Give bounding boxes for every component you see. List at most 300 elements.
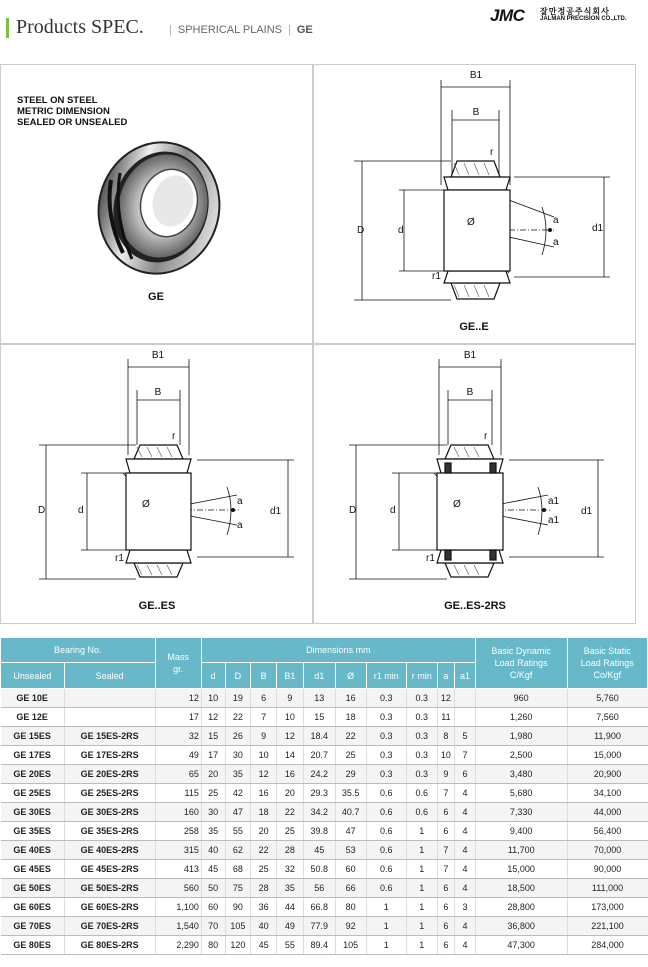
cell-d: 19 xyxy=(225,689,251,708)
cell-d: 60 xyxy=(201,898,225,917)
cell-r: 0.3 xyxy=(406,746,437,765)
cell-b1: 12 xyxy=(277,727,304,746)
cell-mass: 413 xyxy=(155,860,201,879)
spec-table xyxy=(0,637,648,955)
header-b: B xyxy=(251,663,277,689)
cell-unsealed: GE 50ES xyxy=(1,879,65,898)
cell-d1: 18.4 xyxy=(303,727,335,746)
cell-unsealed: GE 17ES xyxy=(1,746,65,765)
header-dynamic-3: C/Kgf xyxy=(509,670,533,680)
cell-sealed: GE 60ES-2RS xyxy=(64,898,155,917)
ge-es-caption: GE..ES xyxy=(138,600,176,612)
cell-unsealed: GE 20ES xyxy=(1,765,65,784)
cell-b: 9 xyxy=(251,727,277,746)
page-header xyxy=(0,0,648,60)
cell-b1: 35 xyxy=(277,879,304,898)
cell-a1: 4 xyxy=(455,879,476,898)
header-d1: d1 xyxy=(303,663,335,689)
cell-sealed: GE 25ES-2RS xyxy=(64,784,155,803)
cell-unsealed: GE 70ES xyxy=(1,917,65,936)
logo-english: JALMAN PRECISION CO.,LTD. xyxy=(540,16,627,22)
cell-r: 1 xyxy=(406,879,437,898)
cell-stat: 11,900 xyxy=(567,727,648,746)
cell-phi: 92 xyxy=(335,917,366,936)
spec-line-1: STEEL ON STEEL xyxy=(17,95,98,106)
cell-a: 12 xyxy=(437,689,455,708)
cell-d: 47 xyxy=(225,803,251,822)
cell-d: 20 xyxy=(201,765,225,784)
cell-a: 7 xyxy=(437,784,455,803)
cell-dyn: 36,800 xyxy=(475,917,567,936)
cell-d1: 20.7 xyxy=(303,746,335,765)
cell-r: 0.6 xyxy=(406,784,437,803)
cell-a1: 4 xyxy=(455,803,476,822)
cell-d1: 89.4 xyxy=(303,936,335,955)
cell-unsealed: GE 35ES xyxy=(1,822,65,841)
label-a-bottom: a xyxy=(237,520,243,531)
cell-r: 0.3 xyxy=(406,727,437,746)
cell-d: 55 xyxy=(225,822,251,841)
cell-d: 50 xyxy=(201,879,225,898)
table-row xyxy=(1,879,648,898)
label-phi: Ø xyxy=(467,217,475,228)
cell-b: 18 xyxy=(251,803,277,822)
cell-sealed: GE 15ES-2RS xyxy=(64,727,155,746)
cell-b: 20 xyxy=(251,822,277,841)
cell-r1: 1 xyxy=(366,936,406,955)
cell-b: 7 xyxy=(251,708,277,727)
label-phi: Ø xyxy=(453,499,461,510)
label-a-top: a xyxy=(237,496,243,507)
cell-dyn: 1,980 xyxy=(475,727,567,746)
header-mass-label: Mass xyxy=(167,652,189,662)
logo-korean: 잘만정공주식회사 xyxy=(540,7,610,16)
cell-r: 0.3 xyxy=(406,765,437,784)
cell-dyn: 15,000 xyxy=(475,860,567,879)
cell-d: 10 xyxy=(201,689,225,708)
cell-r1: 0.6 xyxy=(366,803,406,822)
cell-r: 1 xyxy=(406,860,437,879)
cell-d1: 34.2 xyxy=(303,803,335,822)
table-row xyxy=(1,917,648,936)
cell-unsealed: GE 60ES xyxy=(1,898,65,917)
cell-dyn: 9,400 xyxy=(475,822,567,841)
cell-b: 36 xyxy=(251,898,277,917)
breadcrumb: | SPHERICAL PLAINS | GE xyxy=(169,24,313,36)
cell-b1: 55 xyxy=(277,936,304,955)
cell-mass: 115 xyxy=(155,784,201,803)
label-r1: r1 xyxy=(426,553,435,564)
header-sealed: Sealed xyxy=(64,663,155,689)
cell-a1: 4 xyxy=(455,784,476,803)
cell-d1: 66.8 xyxy=(303,898,335,917)
cell-d: 25 xyxy=(201,784,225,803)
label-a1-top: a1 xyxy=(548,496,560,507)
cell-a: 9 xyxy=(437,765,455,784)
cell-unsealed: GE 30ES xyxy=(1,803,65,822)
cell-d: 45 xyxy=(201,860,225,879)
accent-bar xyxy=(6,18,9,38)
spec-line-2: METRIC DIMENSION xyxy=(17,106,110,117)
cell-d: 15 xyxy=(201,727,225,746)
cell-phi: 80 xyxy=(335,898,366,917)
cell-b: 6 xyxy=(251,689,277,708)
page-title: Products SPEC. xyxy=(16,16,144,38)
label-r1: r1 xyxy=(432,271,441,282)
cell-sealed: GE 17ES-2RS xyxy=(64,746,155,765)
cell-stat: 90,000 xyxy=(567,860,648,879)
header-static xyxy=(567,638,648,689)
cell-b: 10 xyxy=(251,746,277,765)
header-mass-unit: gr. xyxy=(173,664,184,674)
cell-mass: 160 xyxy=(155,803,201,822)
header-bearing-no: Bearing No. xyxy=(1,638,156,663)
cell-a: 6 xyxy=(437,803,455,822)
cell-sealed: GE 20ES-2RS xyxy=(64,765,155,784)
cell-a1: 7 xyxy=(455,746,476,765)
cell-mass: 1,540 xyxy=(155,917,201,936)
cell-r: 0.6 xyxy=(406,803,437,822)
table-row xyxy=(1,936,648,955)
table-row xyxy=(1,765,648,784)
table-row xyxy=(1,708,648,727)
cell-b1: 22 xyxy=(277,803,304,822)
cell-r: 1 xyxy=(406,898,437,917)
cell-sealed: GE 30ES-2RS xyxy=(64,803,155,822)
cell-sealed xyxy=(64,689,155,708)
cell-unsealed: GE 10E xyxy=(1,689,65,708)
cell-sealed: GE 35ES-2RS xyxy=(64,822,155,841)
cell-unsealed: GE 40ES xyxy=(1,841,65,860)
cell-a1: 4 xyxy=(455,917,476,936)
cell-r1: 0.6 xyxy=(366,784,406,803)
cell-phi: 40.7 xyxy=(335,803,366,822)
cell-mass: 65 xyxy=(155,765,201,784)
cell-sealed: GE 50ES-2RS xyxy=(64,879,155,898)
header-dynamic-1: Basic Dynamic xyxy=(491,646,551,656)
cell-a: 7 xyxy=(437,841,455,860)
cell-sealed: GE 45ES-2RS xyxy=(64,860,155,879)
cell-unsealed: GE 45ES xyxy=(1,860,65,879)
label-a-bottom: a xyxy=(553,237,559,248)
cell-d: 62 xyxy=(225,841,251,860)
table-row xyxy=(1,727,648,746)
cell-d: 75 xyxy=(225,879,251,898)
cell-stat: 7,560 xyxy=(567,708,648,727)
cell-r1: 1 xyxy=(366,917,406,936)
cell-phi: 105 xyxy=(335,936,366,955)
cell-stat: 70,000 xyxy=(567,841,648,860)
cell-unsealed: GE 80ES xyxy=(1,936,65,955)
ge-es-2rs-drawing xyxy=(314,345,637,625)
cell-phi: 22 xyxy=(335,727,366,746)
label-phi: Ø xyxy=(142,499,150,510)
cell-dyn: 7,330 xyxy=(475,803,567,822)
cell-b1: 44 xyxy=(277,898,304,917)
cell-mass: 315 xyxy=(155,841,201,860)
cell-a1: 4 xyxy=(455,936,476,955)
cell-dyn: 47,300 xyxy=(475,936,567,955)
cell-a: 10 xyxy=(437,746,455,765)
cell-a1: 4 xyxy=(455,860,476,879)
table-row xyxy=(1,822,648,841)
cell-unsealed: GE 15ES xyxy=(1,727,65,746)
cell-d: 35 xyxy=(225,765,251,784)
header-a: a xyxy=(437,663,455,689)
label-d1: d1 xyxy=(592,223,604,234)
cell-b: 40 xyxy=(251,917,277,936)
cell-b: 45 xyxy=(251,936,277,955)
cell-phi: 60 xyxy=(335,860,366,879)
cell-dyn: 1,260 xyxy=(475,708,567,727)
cell-stat: 284,000 xyxy=(567,936,648,955)
breadcrumb-category: SPHERICAL PLAINS xyxy=(177,24,282,36)
header-a1: a1 xyxy=(455,663,476,689)
cell-d: 40 xyxy=(201,841,225,860)
bearing-photo xyxy=(1,65,314,345)
label-d1: d1 xyxy=(270,506,282,517)
header-dimensions: Dimensions mm xyxy=(201,638,475,663)
cell-d: 105 xyxy=(225,917,251,936)
cell-mass: 32 xyxy=(155,727,201,746)
cell-r1: 0.6 xyxy=(366,879,406,898)
ge-e-drawing xyxy=(314,65,637,345)
cell-d1: 77.9 xyxy=(303,917,335,936)
header-r1-min: r1 min xyxy=(366,663,406,689)
cell-unsealed: GE 25ES xyxy=(1,784,65,803)
table-row xyxy=(1,689,648,708)
cell-r1: 0.6 xyxy=(366,822,406,841)
cell-dyn: 11,700 xyxy=(475,841,567,860)
cell-dyn: 3,480 xyxy=(475,765,567,784)
cell-d1: 13 xyxy=(303,689,335,708)
ge-es-drawing xyxy=(1,345,314,625)
cell-r1: 0.3 xyxy=(366,727,406,746)
cell-dyn: 18,500 xyxy=(475,879,567,898)
panel-ge-es xyxy=(0,344,313,624)
label-r1: r1 xyxy=(115,553,124,564)
cell-r: 1 xyxy=(406,822,437,841)
label-b1: B1 xyxy=(463,350,477,361)
cell-mass: 258 xyxy=(155,822,201,841)
cell-stat: 44,000 xyxy=(567,803,648,822)
cell-b1: 10 xyxy=(277,708,304,727)
cell-stat: 15,000 xyxy=(567,746,648,765)
cell-b: 25 xyxy=(251,860,277,879)
panel-ge-e xyxy=(313,64,636,344)
table-row xyxy=(1,803,648,822)
cell-d: 17 xyxy=(201,746,225,765)
label-outer-d: D xyxy=(38,505,46,516)
cell-r1: 0.6 xyxy=(366,841,406,860)
cell-r1: 0.3 xyxy=(366,765,406,784)
cell-d: 30 xyxy=(201,803,225,822)
cell-b1: 32 xyxy=(277,860,304,879)
cell-r1: 0.3 xyxy=(366,708,406,727)
cell-dyn: 5,680 xyxy=(475,784,567,803)
cell-r: 1 xyxy=(406,936,437,955)
label-b1: B1 xyxy=(151,350,165,361)
cell-a: 6 xyxy=(437,879,455,898)
cell-r: 1 xyxy=(406,917,437,936)
cell-a1: 4 xyxy=(455,822,476,841)
ge-es-2rs-caption: GE..ES-2RS xyxy=(444,600,506,612)
cell-b: 28 xyxy=(251,879,277,898)
cell-phi: 35.5 xyxy=(335,784,366,803)
ge-e-caption: GE..E xyxy=(459,321,489,333)
cell-b1: 20 xyxy=(277,784,304,803)
cell-a: 8 xyxy=(437,727,455,746)
cell-a1: 4 xyxy=(455,841,476,860)
cell-phi: 47 xyxy=(335,822,366,841)
cell-mass: 560 xyxy=(155,879,201,898)
cell-d: 68 xyxy=(225,860,251,879)
cell-d1: 50.8 xyxy=(303,860,335,879)
photo-caption: GE xyxy=(148,291,164,303)
header-static-2: Load Ratings xyxy=(580,658,634,668)
panel-photo xyxy=(0,64,313,344)
label-b: B xyxy=(466,387,474,398)
table-row xyxy=(1,746,648,765)
cell-d: 26 xyxy=(225,727,251,746)
cell-phi: 29 xyxy=(335,765,366,784)
cell-phi: 16 xyxy=(335,689,366,708)
spec-table-body xyxy=(1,689,648,955)
table-row xyxy=(1,898,648,917)
cell-b1: 25 xyxy=(277,822,304,841)
label-r: r xyxy=(172,431,176,442)
cell-b1: 49 xyxy=(277,917,304,936)
cell-dyn: 28,800 xyxy=(475,898,567,917)
label-d1: d1 xyxy=(581,506,593,517)
cell-mass: 1,100 xyxy=(155,898,201,917)
cell-a1: 5 xyxy=(455,727,476,746)
cell-phi: 25 xyxy=(335,746,366,765)
breadcrumb-series: GE xyxy=(296,24,313,36)
cell-r: 1 xyxy=(406,841,437,860)
header-mass xyxy=(155,638,201,689)
cell-phi: 53 xyxy=(335,841,366,860)
cell-d1: 39.8 xyxy=(303,822,335,841)
table-row xyxy=(1,841,648,860)
cell-a1 xyxy=(455,689,476,708)
cell-mass: 49 xyxy=(155,746,201,765)
cell-mass: 2,290 xyxy=(155,936,201,955)
cell-d: 120 xyxy=(225,936,251,955)
cell-b1: 28 xyxy=(277,841,304,860)
label-a1-bottom: a1 xyxy=(548,515,560,526)
spec-line-3: SEALED OR UNSEALED xyxy=(17,117,128,128)
cell-d1: 29.3 xyxy=(303,784,335,803)
cell-d: 22 xyxy=(225,708,251,727)
cell-d: 12 xyxy=(201,708,225,727)
header-dynamic xyxy=(475,638,567,689)
header-phi: Ø xyxy=(335,663,366,689)
label-b1: B1 xyxy=(469,70,483,81)
cell-a: 6 xyxy=(437,917,455,936)
cell-stat: 111,000 xyxy=(567,879,648,898)
cell-b1: 14 xyxy=(277,746,304,765)
cell-a: 7 xyxy=(437,860,455,879)
header-unsealed: Unsealed xyxy=(1,663,65,689)
cell-d1: 45 xyxy=(303,841,335,860)
cell-d1: 56 xyxy=(303,879,335,898)
cell-stat: 173,000 xyxy=(567,898,648,917)
cell-dyn: 2,500 xyxy=(475,746,567,765)
logo-jmc: JMC xyxy=(490,6,525,25)
header-static-3: Co/Kgf xyxy=(593,670,621,680)
label-inner-d: d xyxy=(78,505,84,516)
cell-b1: 16 xyxy=(277,765,304,784)
cell-b: 16 xyxy=(251,784,277,803)
cell-r1: 0.6 xyxy=(366,860,406,879)
cell-stat: 20,900 xyxy=(567,765,648,784)
cell-d: 42 xyxy=(225,784,251,803)
cell-a1 xyxy=(455,708,476,727)
cell-a: 6 xyxy=(437,898,455,917)
cell-r1: 1 xyxy=(366,898,406,917)
cell-sealed xyxy=(64,708,155,727)
cell-r1: 0.3 xyxy=(366,689,406,708)
header-outer-d: D xyxy=(225,663,251,689)
cell-b: 22 xyxy=(251,841,277,860)
label-r: r xyxy=(484,431,488,442)
cell-mass: 17 xyxy=(155,708,201,727)
cell-a1: 6 xyxy=(455,765,476,784)
cell-d1: 24.2 xyxy=(303,765,335,784)
cell-stat: 34,100 xyxy=(567,784,648,803)
cell-a: 11 xyxy=(437,708,455,727)
cell-d: 90 xyxy=(225,898,251,917)
cell-dyn: 960 xyxy=(475,689,567,708)
cell-sealed: GE 80ES-2RS xyxy=(64,936,155,955)
cell-phi: 66 xyxy=(335,879,366,898)
header-d: d xyxy=(201,663,225,689)
cell-b: 12 xyxy=(251,765,277,784)
label-inner-d: d xyxy=(398,225,404,236)
cell-a1: 3 xyxy=(455,898,476,917)
label-b: B xyxy=(154,387,162,398)
label-r: r xyxy=(490,147,494,158)
cell-a: 6 xyxy=(437,822,455,841)
header-static-1: Basic Static xyxy=(583,646,631,656)
cell-b1: 9 xyxy=(277,689,304,708)
label-a-top: a xyxy=(553,215,559,226)
cell-mass: 12 xyxy=(155,689,201,708)
header-r-min: r min xyxy=(406,663,437,689)
label-outer-d: D xyxy=(349,505,357,516)
header-b1: B1 xyxy=(277,663,304,689)
label-inner-d: d xyxy=(390,505,396,516)
label-outer-d: D xyxy=(357,225,365,236)
table-row xyxy=(1,860,648,879)
company-logo xyxy=(490,6,640,26)
panel-ge-es-2rs xyxy=(313,344,636,624)
cell-a: 6 xyxy=(437,936,455,955)
cell-stat: 221,100 xyxy=(567,917,648,936)
cell-sealed: GE 70ES-2RS xyxy=(64,917,155,936)
label-b: B xyxy=(472,107,480,118)
cell-stat: 56,400 xyxy=(567,822,648,841)
cell-d: 70 xyxy=(201,917,225,936)
table-row xyxy=(1,784,648,803)
cell-r: 0.3 xyxy=(406,708,437,727)
cell-d: 35 xyxy=(201,822,225,841)
cell-stat: 5,760 xyxy=(567,689,648,708)
cell-phi: 18 xyxy=(335,708,366,727)
cell-d1: 15 xyxy=(303,708,335,727)
cell-d: 30 xyxy=(225,746,251,765)
